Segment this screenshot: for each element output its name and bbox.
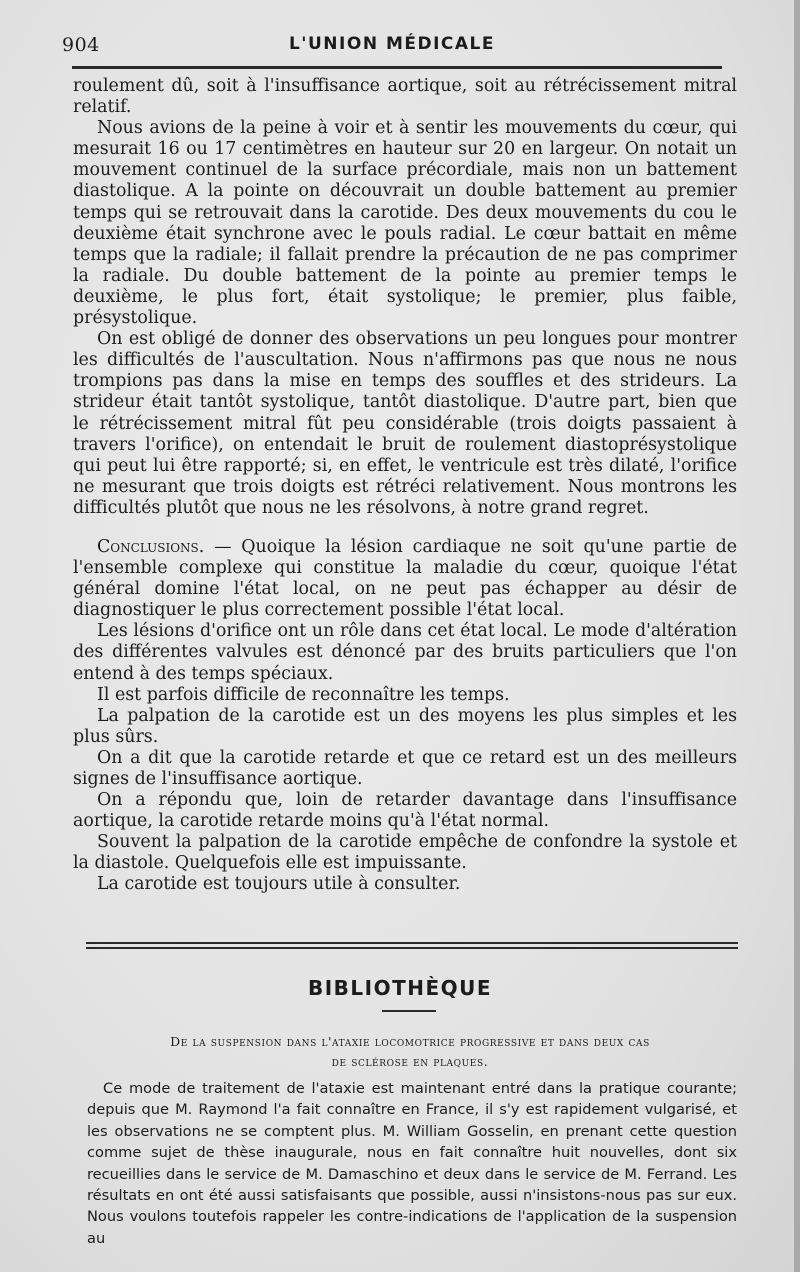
paragraph-retard: On a dit que la carotide retarde et que ce retard est un des meilleurs signes de l'insuffisance aortique. (73, 747, 737, 789)
review-body (87, 1078, 737, 1249)
paragraph-continuation: roulement dû, soit à l'insuffisance aortique, soit au rétrécissement mitral relatif. (73, 76, 737, 118)
section-title: BIBLIOTHÈQUE (307, 976, 493, 1000)
paragraph-carotide-utile: La carotide est toujours utile à consulter. (97, 874, 461, 895)
paragraph-temps: Il est parfois difficile de reconnaître les temps. (97, 684, 510, 705)
section-title-underline (382, 1010, 436, 1012)
page-number: 904 (62, 34, 100, 56)
running-title: L'UNION MÉDICALE (288, 34, 496, 54)
page-header (62, 30, 722, 62)
paragraph-reponse: On a répondu que, loin de retarder davantage dans l'insuffisance aortique, la carotide retarde moins qu'à l'état normal. (73, 790, 737, 832)
paragraph-systole-diastole: Souvent la palpation de la carotide empêche de confondre la systole et la diastole. Quelquefois elle est impuissante. (73, 832, 737, 874)
review-paragraph: Ce mode de traitement de l'ataxie est maintenant entré dans la pratique courante; depuis que M. Raymond l'a fait connaître en France, il s'y est rapidement vulgarisé, et les observations ne se comptent plus. M. William Gosselin, en prenant cette question comme sujet de thèse inaugurale, nous en fait connaître huit nouvelles, dont six recueillies dans le service de M. Damaschino et deux dans le service de M. Ferrand. Les résultats en ont été aussi satisfaisants que possible, aussi n'insistons-nous pas sur eux. Nous voulons toutefois rappeler les contre-indications de l'application de la suspension au (87, 1080, 737, 1247)
review-subtitle-line-1: De la suspension dans l'ataxie locomotrice progressive et dans deux cas (170, 1034, 650, 1049)
conclusions-text: Quoique la lésion cardiaque ne soit qu'une partie de l'ensemble complexe qui constitue la maladie du cœur, quoique l'état général domine l'état local, on ne peut pas échapper au désir de diagnostiquer le plus correctement possible l'état local. (73, 536, 738, 621)
section-double-rule (86, 942, 738, 949)
paragraph-orifice-lesions: Les lésions d'orifice ont un rôle dans cet état local. Le mode d'altération des différentes valvules est dénoncé par des bruits particuliers que l'on entend à des temps spéciaux. (73, 621, 737, 684)
article-body (73, 76, 737, 896)
conclusions-label: Conclusions. — (97, 536, 242, 557)
paragraph-conclusions (73, 537, 737, 621)
page-edge-shadow (794, 0, 800, 1272)
header-rule (72, 66, 722, 69)
paragraph-heart-exam: Nous avions de la peine à voir et à sentir les mouvements du cœur, qui mesurait 16 ou 17 centimètres en hauteur sur 20 en largeur. On notait un mouvement continuel de la surface précordiale, mais non un battement diastolique. A la pointe on découvrait un double battement au premier temps qui se retrouvait dans la carotide. Des deux mouvements du cou le deuxième était synchrone avec le pouls radial. Le cœur battait en même temps que la radiale; il fallait prendre la précaution de ne pas comprimer la radiale. Du double battement de la pointe au premier temps le deuxième, le plus fort, était systolique; le premier, plus faible, présystolique. (73, 118, 737, 329)
paragraph-palpation: La palpation de la carotide est un des moyens les plus simples et les plus sûrs. (73, 705, 737, 747)
review-subtitle-line-2: de sclérose en plaques. (331, 1054, 489, 1069)
review-subtitle (120, 1032, 700, 1072)
paragraph-auscultation: On est obligé de donner des observations un peu longues pour montrer les difficultés de l'auscultation. Nous n'affirmons pas que nous ne nous trompions pas dans la mise en temps des souffles et des strideurs. La strideur était tantôt systolique, tantôt diastolique. D'autre part, bien que le rétrécissement mitral fût peu considérable (trois doigts passaient à travers l'orifice), on entendait le bruit de roulement diastoprésystolique qui peut lui être rapporté; si, en effet, le ventricule est très dilaté, l'orifice ne mesurant que trois doigts est rétréci relativement. Nous montrons les difficultés plutôt que nous ne les résolvons, à notre grand regret. (73, 329, 737, 518)
